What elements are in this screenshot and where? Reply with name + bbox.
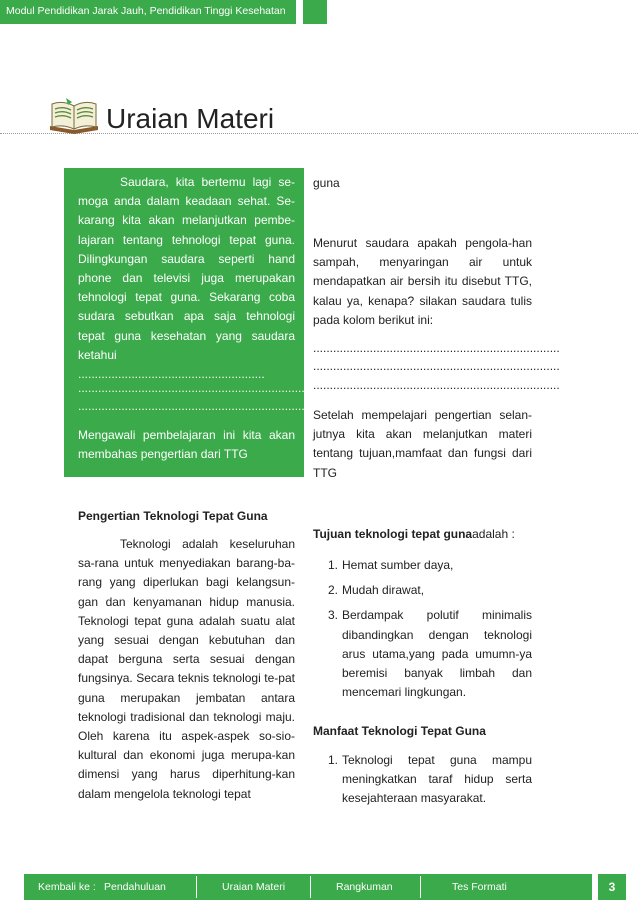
nav-link-pendahuluan[interactable]: Pendahuluan: [104, 881, 166, 893]
answer-dotted-line: ..........................................................................: [313, 341, 560, 355]
question-paragraph: Menurut saudara apakah pengola-han sampah, menyaringan air untuk mendapatkan air bersih itu disebut TTG, kalau ya, kenapa? silakan saudara tulis pada kolom berikut ini:: [313, 236, 532, 327]
answer-dotted-line: ...........................................................................: [78, 381, 329, 395]
heading-tujuan-suffix: adalah :: [472, 527, 515, 541]
list-number: 3.: [328, 608, 339, 623]
list-item: [313, 751, 532, 809]
answer-dotted-line: ..........................................................................: [313, 378, 560, 392]
footer-separator: [196, 876, 197, 898]
footer-back-label: Kembali ke :: [38, 881, 96, 893]
section-title: Uraian Materi: [106, 103, 275, 134]
list-number: 1.: [328, 558, 339, 572]
nav-link-rangkuman[interactable]: Rangkuman: [336, 881, 393, 893]
list-text: Berdampak polutif minimalis dibandingkan dengan teknologi arus utama,yang pada umumn-ya beremisi banyak limbah dan mencemari lingkungan.: [342, 608, 532, 700]
list-number: 2.: [328, 583, 339, 598]
list-text: Hemat sumber daya,: [342, 558, 454, 572]
tujuan-list: [313, 556, 532, 708]
list-item: [313, 606, 532, 702]
header-title: Modul Pendidikan Jarak Jauh, Pendidikan Tinggi Kesehatan: [6, 5, 286, 17]
list-item: [313, 556, 532, 575]
heading-pengertian: Pengertian Teknologi Tepat Guna: [78, 509, 268, 523]
open-book-icon: [46, 96, 102, 136]
manfaat-list: [313, 751, 532, 815]
answer-dotted-line: ...........................................................................: [78, 399, 329, 413]
footer-separator: [310, 876, 311, 898]
heading-tujuan: [313, 525, 532, 544]
footer-separator: [420, 876, 421, 898]
paragraph-continuation: guna: [313, 176, 340, 190]
list-item: [313, 581, 532, 600]
nav-link-uraian-materi[interactable]: Uraian Materi: [222, 881, 286, 893]
nav-link-tes-formatif[interactable]: Tes Formati: [452, 881, 507, 893]
list-number: 1.: [328, 753, 339, 767]
list-text: Mudah dirawat,: [342, 583, 425, 598]
list-text: Teknologi tepat guna mampu meningkatkan taraf hidup serta kesejahteraan masyarakat.: [342, 753, 532, 806]
answer-dotted-line: ..........................................................................: [313, 359, 560, 373]
heading-manfaat: Manfaat Teknologi Tepat Guna: [313, 724, 486, 738]
heading-tujuan-bold: Tujuan teknologi tepat guna: [313, 527, 473, 541]
header-accent-square: [303, 0, 327, 24]
page-number: 3: [608, 880, 616, 894]
intro-paragraph: Saudara, kita bertemu lagi se-moga anda dalam keadaan sehat. Se-karang kita akan melanjutkan pembe-lajaran tentang tehnologi tepat guna. Dilingkungan saudara seperti hand phone dan televisi juga merupakan tehnologi tepat guna. Sekarang coba sudara sebutkan apa saja tehnologi tepat guna kesehatan yang saudara ketahui ........................................................: [78, 175, 295, 382]
paragraph-pengertian: Teknologi adalah keseluruhan sa-rana untuk menyediakan barang-ba-rang yang diperlukan bagi kelangsun-gan dan kenyamanan hidup manusia. Teknologi tepat guna adalah suatu alat yang sesuai dengan kebutuhan dan dapat berguna serta sesuai dengan fungsinya. Secara teknis teknologi te-pat guna merupakan jembatan antara teknologi tradisional dan teknologi maju. Oleh karena itu aspek-aspek so-sio-kultural dan ekonomi juga merupa-kan dimensi yang harus diperhitung-kan dalam mengelola teknologi tepat: [78, 537, 295, 801]
intro-closing: Mengawali pembelajaran ini kita akan membahas pengertian dari TTG: [78, 428, 295, 462]
transition-paragraph: Setelah mempelajari pengertian selan-jutnya kita akan melanjutkan materi tentang tujuan,mamfaat dan fungsi dari TTG: [313, 408, 532, 480]
